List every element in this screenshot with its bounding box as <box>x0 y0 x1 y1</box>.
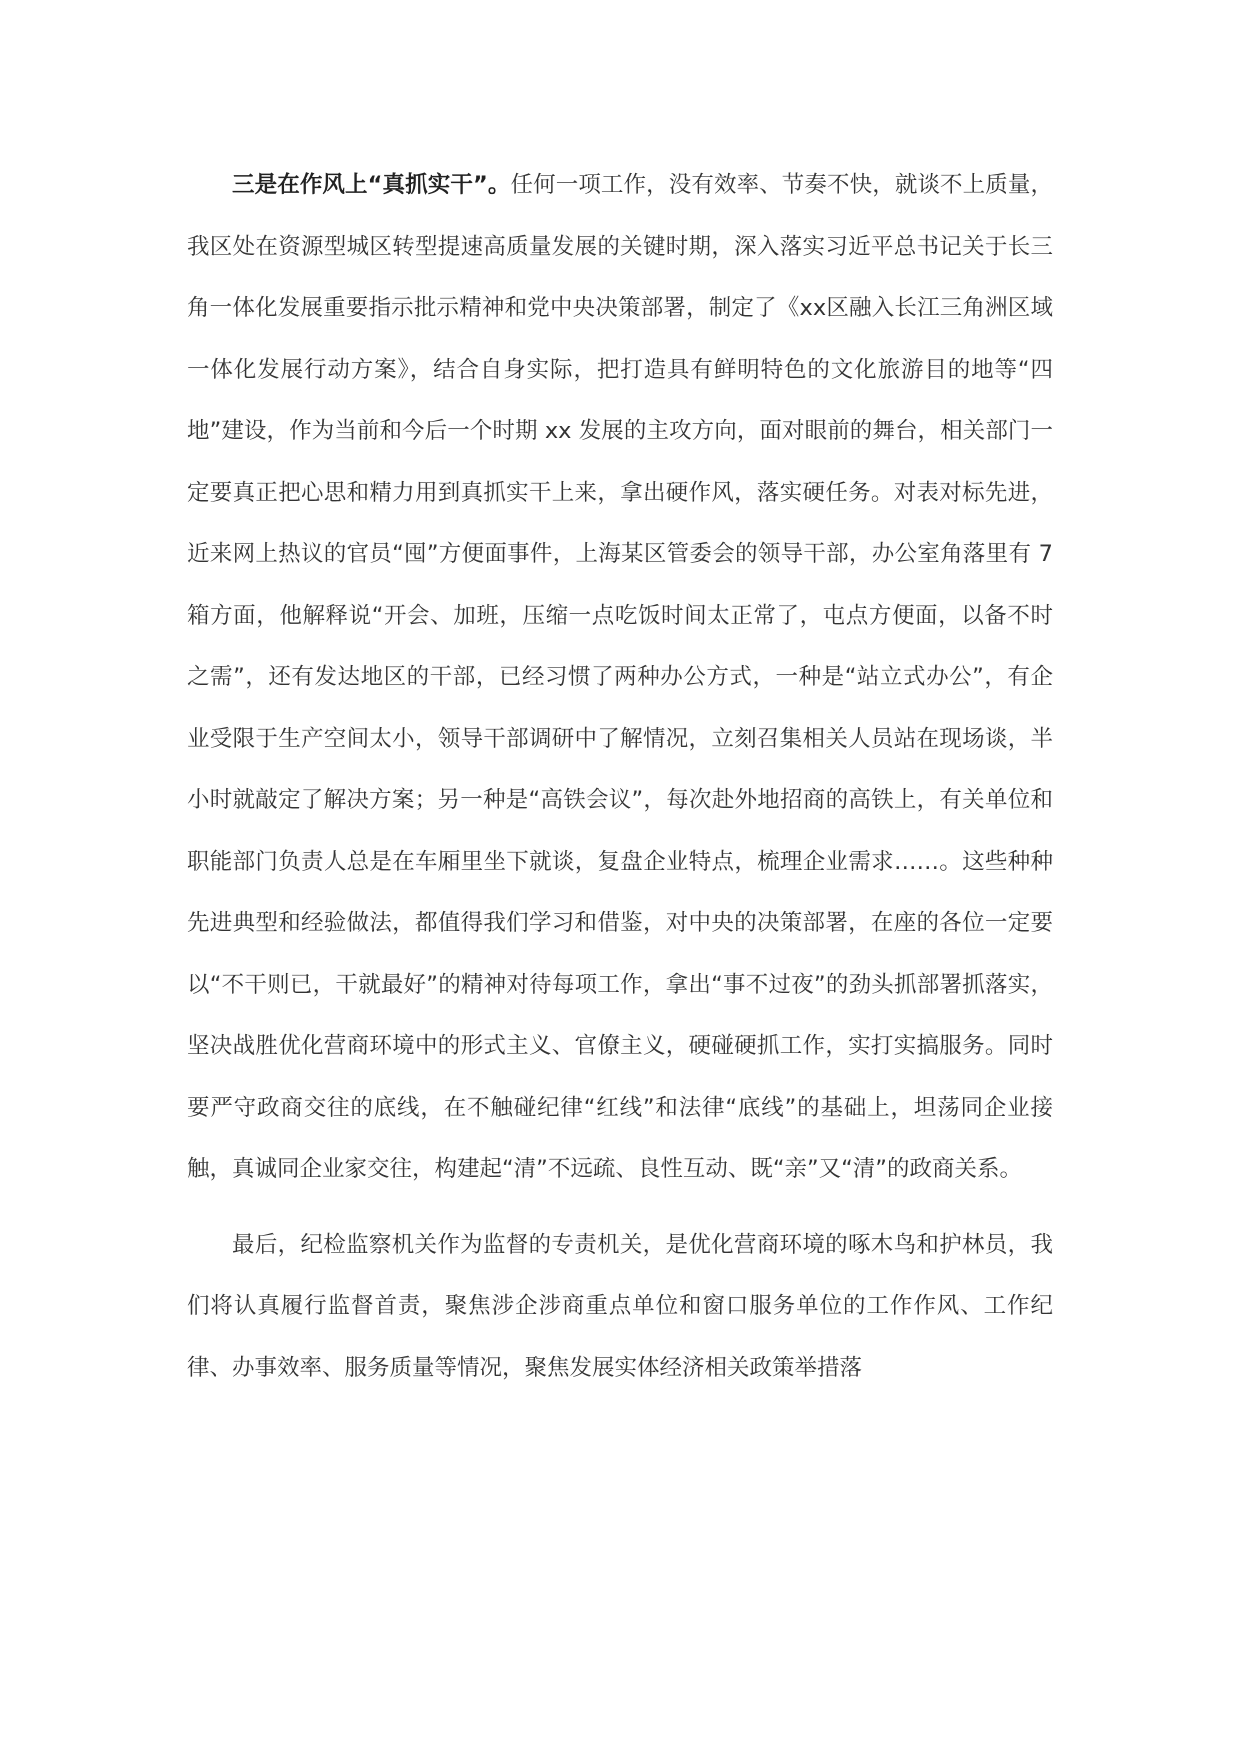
paragraph-work-style <box>187 155 1053 1201</box>
paragraph-text: 最后，纪检监察机关作为监督的专责机关，是优化营商环境的啄木鸟和护林员，我们将认真履行监督首责，聚焦涉企涉商重点单位和窗口服务单位的工作作风、工作纪律、办事效率、服务质量等情况，聚焦发展实体经济相关政策举措落 <box>187 1231 1053 1381</box>
paragraph-text: 任何一项工作，没有效率、节奏不快，就谈不上质量，我区处在资源型城区转型提速高质量发展的关键时期，深入落实习近平总书记关于长三角一体化发展重要指示批示精神和党中央决策部署，制定了《xx区融入长江三角洲区域一体化发展行动方案》，结合自身实际，把打造具有鲜明特色的文化旅游目的地等“四地”建设，作为当前和今后一个时期 xx 发展的主攻方向，面对眼前的舞台，相关部门一定要真正把心思和精力用到真抓实干上来，拿出硬作风，落实硬任务。对表对标先进，近来网上热议的官员“囤”方便面事件，上海某区管委会的领导干部，办公室角落里有 7 箱方面，他解释说“开会、加班，压缩一点吃饭时间太正常了，屯点方便面，以备不时之需”，还有发达地区的干部，已经习惯了两种办公方式，一种是“站立式办公”，有企业受限于生产空间太小，领导干部调研中了解情况，立刻召集相关人员站在现场谈，半小时就敲定了解决方案；另一种是“高铁会议”，每次赴外地招商的高铁上，有关单位和职能部门负责人总是在车厢里坐下就谈，复盘企业特点，梳理企业需求……。这些种种先进典型和经验做法，都值得我们学习和借鉴，对中央的决策部署，在座的各位一定要以“不干则已，干就最好”的精神对待每项工作，拿出“事不过夜”的劲头抓部署抓落实，坚决战胜优化营商环境中的形式主义、官僚主义，硬碰硬抓工作，实打实搞服务。同时要严守政商交往的底线，在不触碰纪律“红线”和法律“底线”的基础上，坦荡同企业接触，真诚同企业家交往，构建起“清”不远疏、良性互动、既“亲”又“清”的政商关系。 <box>187 172 1053 1182</box>
paragraph-lead-heading: 三是在作风上“真抓实干”。 <box>232 172 511 198</box>
document-body <box>187 155 1053 1399</box>
paragraph-finally <box>187 1215 1053 1400</box>
